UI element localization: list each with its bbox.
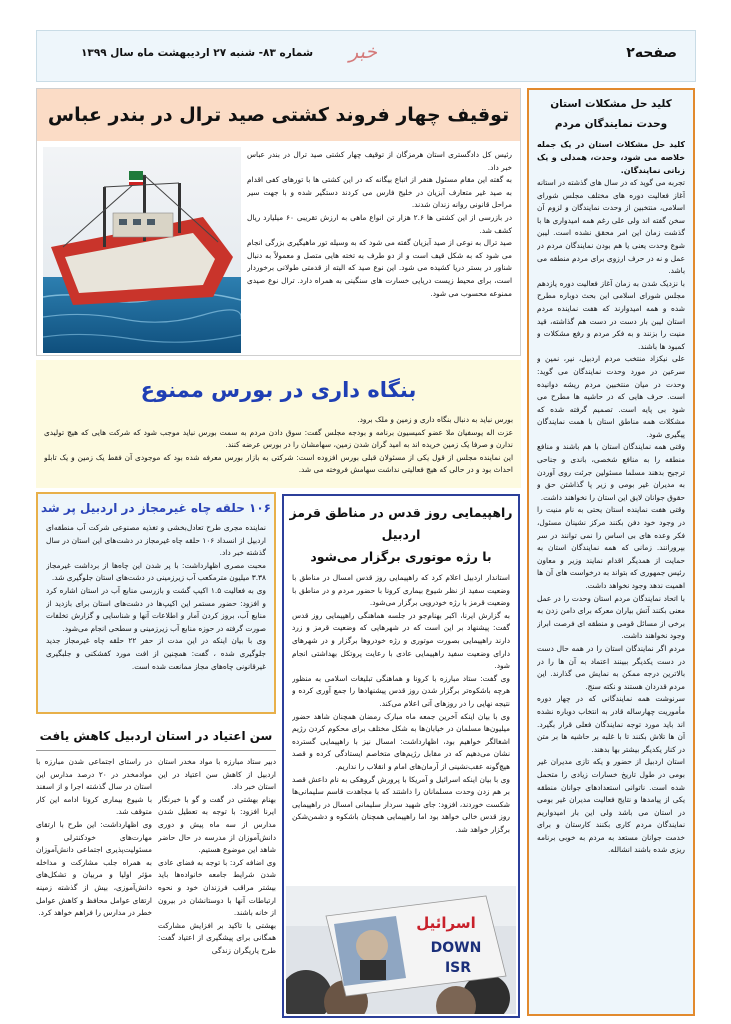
- editorial-paragraph: استان اردبیل از حضور و یکه تازی مدیران غیر بومی در طول تاریخ خسارات زیادی را متحمل شده است. ناتوانی استعدادهای جوانان منطقه یکی از پیامدها و نتایج فعالیت مدیران غیر بومی در استان می باشد ولی این بار امیدواریم نمایندگان مردم کاری بکنند کارستان و برای خدمت جوانان مستعد به مردم به خوبی برنامه ریزی شده باشند انشالله.: [537, 757, 685, 855]
- editorial-body: [537, 138, 685, 1004]
- trawl-paragraph: صید ترال به نوعی از صید آبزیان گفته می شود که به وسیله تور ماهیگیری بزرگی انجام می شود که به شکل قیف است و از دو طرف به تخته هایی متصل و معمولاً به دنبال شناور در بستر دریا کشیده می شود. این نوع صید که البته از قدمتی طولانی برخوردار است، برای محیط زیست دریایی خسارت های سنگینی به همراه دارد. ترال نوع صیدی ممنوعه محسوب می شود.: [247, 238, 512, 298]
- editorial-title-line2: وحدت نمایندگان مردم: [554, 118, 668, 130]
- editorial-paragraph: با اتحاد نمایندگان مردم استان وحدت را در عمل معنی بکنند آتش بیاران معرکه برای دامن زدن به برخی از مسائل قومی و منطقه ای فرصت ابراز وجود نخواهند داشت.: [537, 593, 685, 641]
- newspaper-logo: خبر: [349, 41, 377, 63]
- trawl-article: [36, 88, 521, 356]
- trawl-ship-illustration: [43, 147, 241, 353]
- addiction-divider: [36, 750, 276, 751]
- quds-paragraph: استاندار اردبیل اعلام کرد که راهپیمایی روز قدس امسال در مناطق با وضعیت سفید از نظر شیوع بیماری کرونا با حضور مردم و در مناطق با وضعیت قرمز با رژه خودرویی برگزار می‌شود.: [292, 573, 510, 608]
- editorial-paragraph: علی نیکزاد منتخب مردم اردبیل، نیر، نمین و سرعین در مورد وحدت نمایندگان می گوید: وحدت در میان منتخبین مردم ریشه دوانیده است. حرف هایی که در حاشیه ها مطرح می شود بی پایه است. تصمیم گرفته شده که مشکلات همه مناطق استان با همت نمایندگان پیگیری شود.: [537, 354, 685, 439]
- quds-paragraph: وی گفت: ستاد مبارزه با کرونا و هماهنگی تبلیغات اسلامی به منظور هرچه باشکوه‌تر برگزار شدن روز قدس پیشنهادها را جمع آوری کرده و نتیجه نهایی را در روزهای آتی اعلام می‌کند.: [292, 673, 510, 708]
- bourse-body: [44, 414, 513, 486]
- trawl-paragraph: در بازرسی از این کشتی ها ۲.۶ هزار تن انواع ماهی به ارزش تقریبی ۶۰ میلیارد ریال کشف شد.: [247, 212, 512, 235]
- quds-headline: [284, 502, 518, 568]
- bourse-paragraph: بورس نباید به دنبال بنگاه داری و زمین و ملک برود.: [357, 415, 513, 424]
- issue-info: شماره ۸۳- شنبه ۲۷ اردیبهشت ماه سال ۱۳۹۹: [81, 47, 314, 59]
- wells-paragraph: نماینده مجری طرح تعادل‌بخشی و تغذیه مصنوعی شرکت آب منطقه‌ای اردبیل از انسداد ۱۰۶ حلقه چاه غیرمجاز در دشت‌های این استان در سال گذشته خبر داد.: [46, 523, 266, 558]
- rally-crowd-illustration: [286, 886, 516, 1014]
- trawl-paragraph: رئیس کل دادگستری استان هرمزگان از توقیف چهار کشتی صید ترال در بندر عباس خبر داد.: [247, 150, 512, 172]
- editorial-paragraph: وقتی همه نمایندگان استان با هم باشند و منافع منطقه را به منافع شخصی، باندی و جناحی ترجیح بدهند مسلما مسئولین جرئت روی آوردن به مدیران غیر بومی و زیر پا گذاشتن حق و حقوق جوانان لایق این استان را نخواهند داشت.: [537, 442, 685, 502]
- addiction-paragraph: وی اضافه کرد: با توجه به فضای عادی شدن شرایط جامعه خانواده‌ها باید بیشتر مراقب فرزندان خود و نحوه ارتباطات آنها با دوستانشان در بیرون از خانه باشند.: [158, 857, 276, 918]
- editorial-paragraph: تجربه می گوید که در سال های گذشته در استانه آغاز فعالیت دوره های مختلف مجلس شورای اسلامی، منتخبین از وحدت نمایندگان و لزوم آن سخن گفته اند ولی علی رغم همه امیدواری ها با گذشت زمان این امر محقق نشده است. لیبن شوع وحدت یعنی یا هم بودن نمایندگان مردم در عمل و نه در حرف ارزوی برای مردم منطقه می باشد.: [537, 178, 685, 276]
- bourse-paragraph: عزت اله یوسفیان ملا عضو کمیسیون برنامه و بودجه مجلس گفت: سوق دادن مردم به سمت بورس نباید موجب شود که شرکت هایی که هیچ تولیدی ندارن و صرفا یک زمین خریده اند به امید گران شدن زمین، سهامشان را در بورس عرضه کنند.: [44, 427, 513, 450]
- quds-rally-photo: [286, 886, 516, 1014]
- quds-paragraph: وی با بیان اینکه آخرین جمعه ماه مبارک رمضان همچنان شاهد حضور میلیون‌ها مسلمان در خیابان‌ها به شکل مختلف برای محکوم کردن رژیم اشغالگر خواهیم بود، اظهارداشت: امسال نیز با راهپیمایی گسترده نشان می‌دهیم که در مقابل رژیم‌های متخاصم ایستادگی کرده و قصد هیچ‌گونه عقب‌نشینی از آرمان‌های امام و انقلاب را نداریم.: [292, 711, 510, 771]
- editorial-paragraph: با نزدیک شدن به زمان آغاز فعالیت دوره یازدهم مجلس شورای اسلامی این بحث دوباره مطرح شده و همه امیدوارند که هفت نماینده مردم استان لیبن بار دست در دست هم گذاشته، قید منیت را بزنند و به فکر مردم و رفع مشکلات و کمبود ها باشند.: [537, 278, 685, 351]
- quds-headline-line1: راهپیمایی روز قدس در مناطق قرمز اردبیل: [289, 505, 513, 542]
- editorial-column: [527, 88, 695, 1016]
- editorial-title: [529, 94, 693, 134]
- addiction-paragraph: بهشتی با تاکید بر افزایش مشارکت همگانی برای پیشگیری از اعتیاد گفت: طرح یاریگران زندگی: [158, 920, 276, 955]
- page-header: [36, 30, 696, 82]
- wells-paragraph: وی با بیان اینکه در این مدت از حفر ۲۲ حلقه چاه غیرمجاز جدید جلوگیری شده ، گفت: همچنین از افت مورد کفشکنی و جلبگیری غیرقانونی چاه‌های مجاز ممانعت شده است.: [46, 636, 266, 671]
- addiction-headline: سن اعتیاد در استان اردبیل کاهش یافت: [39, 729, 273, 743]
- bourse-headline: بنگاه داری در بورس ممنوع: [140, 378, 417, 402]
- trawl-headline: توقیف چهار فروند کشتی صید ترال در بندر عباس: [37, 89, 520, 141]
- page-number: صفحه۲: [626, 45, 677, 61]
- addiction-paragraph: بهنام بهشتی در گفت و گو با خبرنگار ایرنا افزود: با توجه به تعطیل شدن مدارس از سه ماه پیش و دوری دانش‌آموزان از مدرسه در حال حاضر شاهد این موضوع هستیم.: [158, 794, 276, 855]
- trawl-ship-photo: [43, 147, 241, 353]
- editorial-paragraph: وقتی هفت نماینده استان یحتی به نام منیت را در وجود خود دفن بکنند مرکز نشینان مسئول، فکر وعده های بی اساس را نمی توانند در سر بپرورانند. زمانی که همه نمایندگان استان به حمایت از همدیگر اقدام نمایند وزیر و معاون رئیس جمهوری که بتواند به درخواست های آن ها اهمیت ندهد وجود نخواهد داشت.: [537, 505, 685, 590]
- wells-headline: ۱۰۶ حلقه چاه غیرمجاز در اردبیل پر شد: [40, 501, 272, 515]
- editorial-paragraph: سرنوشت همه نمایندگانی که در چهار دوره مأموریت چهارساله قادر به انتخاب دوباره نشده اند باید مورد توجه نمایندگان فعلی قرار بگیرد. آن ها تلاش بکنند تا با غلبه بر حاشیه ها بر متن در کنار یکدیگر بیشتر بها بدهند.: [537, 694, 685, 754]
- sign-text-down: DOWN: [430, 940, 482, 956]
- editorial-paragraph: مردم اگر نمایندگان استان را در همه حال دست در دست یکدیگر ببینند اعتماد به آن ها را در بالاترین درجه ممکن به نمایش می گذارند. این مردم قدردان هستند و نکته سنج.: [537, 643, 685, 691]
- addiction-paragraph: در راستای اجتماعی شدن مبارزه با موادمخدر در ۲۰ درصد مدارس این استان در سال گذشته اجرا و از اسفند با شیوع بیماری کرونا ادامه این کار متوقف شد.: [36, 757, 152, 817]
- trawl-body: [247, 149, 512, 349]
- addiction-column-left: [36, 756, 152, 1018]
- wells-paragraph: محبت مصری اظهارداشت: با پر شدن این چاه‌ها از برداشت غیرمجاز ۳.۳۸ میلیون مترمکعب آب زیرزمینی در دشت‌های استان جلوگیری شد.: [46, 560, 266, 583]
- trawl-paragraph: به گفته این مقام مسئول هنفر از اتباع بیگانه که در این کشتی ها با تورهای کفی اقدام به صید غیر متعارف آبزیان در خلیج فارس می کردند دستگیر شده و با جهت سیر مراحل قانونی روانه زندان شدند.: [247, 175, 512, 210]
- bourse-article: [36, 360, 521, 488]
- quds-body: [292, 572, 510, 918]
- addiction-paragraph: دبیر ستاد مبارزه با مواد مخدر استان اردبیل از کاهش سن اعتیاد در این استان خبر داد.: [158, 757, 276, 792]
- editorial-title-line1: کلید حل مشکلات استان: [550, 98, 672, 110]
- wells-body: [46, 522, 266, 708]
- addiction-paragraph: وی اظهارداشت: این طرح با ارتقای مهارت‌های خودکنترلی و مسئولیت‌پذیری اجتماعی دانش‌آموزان به همراه جلب مشارکت و مداخله مؤثر اولیا و مربیان و تشکل‌های دانش‌آموزی، بیش از گذشته زمینه ارتقای عوامل محافظ و کاهش عوامل خطر در مدارس را فراهم خواهد کرد.: [36, 819, 152, 918]
- addiction-column-right: [158, 756, 276, 1018]
- quds-article: [282, 494, 520, 1018]
- sign-text-arabic: اسرائيل: [416, 914, 476, 932]
- quds-paragraph: به گزارش ایرنا، اکبر بهنام‌جو در جلسه هماهنگی راهپیمایی روز قدس گفت: پیشنهاد بر این است که در شهرهایی که وضعیت قرمز و زرد دارند راهپیمایی بصورت موتوری و رژه خودروها برگزار و در شهرهای دارای وضعیت سفید راهپیمایی عادی با رعایت پروتکل بهداشتی انجام شود.: [292, 610, 510, 671]
- wells-article: [36, 492, 276, 714]
- bourse-paragraph: این نماینده مجلس از قول یکی از مسئولان قبلی بورس افزوده است: شرکتی به بازار بورس معرفه شده بود که موجودی آن فقط یک زمین و یک تابلو احداث بود و در حالی که هیچ فعالیتی نداشت سهامش فروخته می شد.: [44, 452, 513, 475]
- editorial-lead: کلید حل مشکلات استان در یک جمله خلاصه می شود، وحدت، همدلی و یک زبانی نمایندگان.: [537, 140, 685, 175]
- sign-text-isr: ISR: [444, 960, 472, 976]
- quds-headline-line2: با رژه موتوری برگزار می‌شود: [310, 549, 492, 564]
- wells-paragraph: وی به فعالیت ۱.۵ اکیپ گشت و بازرسی منابع آب در استان اشاره کرد و افزود: حضور مستمر این اکیپ‌ها در دشت‌های استان برای بازدید از منابع آب، بروز کردن آمار و اطلاعات آنها و شناسایی و گزارش تخلفات صورت گرفته در حوزه منابع آب زیرزمینی و سطحی انجام می‌شود.: [46, 585, 266, 633]
- quds-paragraph: وی با بیان اینکه اسرائیل و آمریکا با پرورش گروهکی به نام داعش قصد بر هم زدن وحدت مسلمانان را داشتند که با مجاهدت قاسم سلیمانی‌ها شکست خوردند، افزود: جای شهید سردار سلیمانی امسال در راهپیمایی روز قدس خالی خواهد بود اما راهپیمایی همچنان باشکوه و دشمن‌شکن برگزار خواهد شد.: [292, 774, 510, 834]
